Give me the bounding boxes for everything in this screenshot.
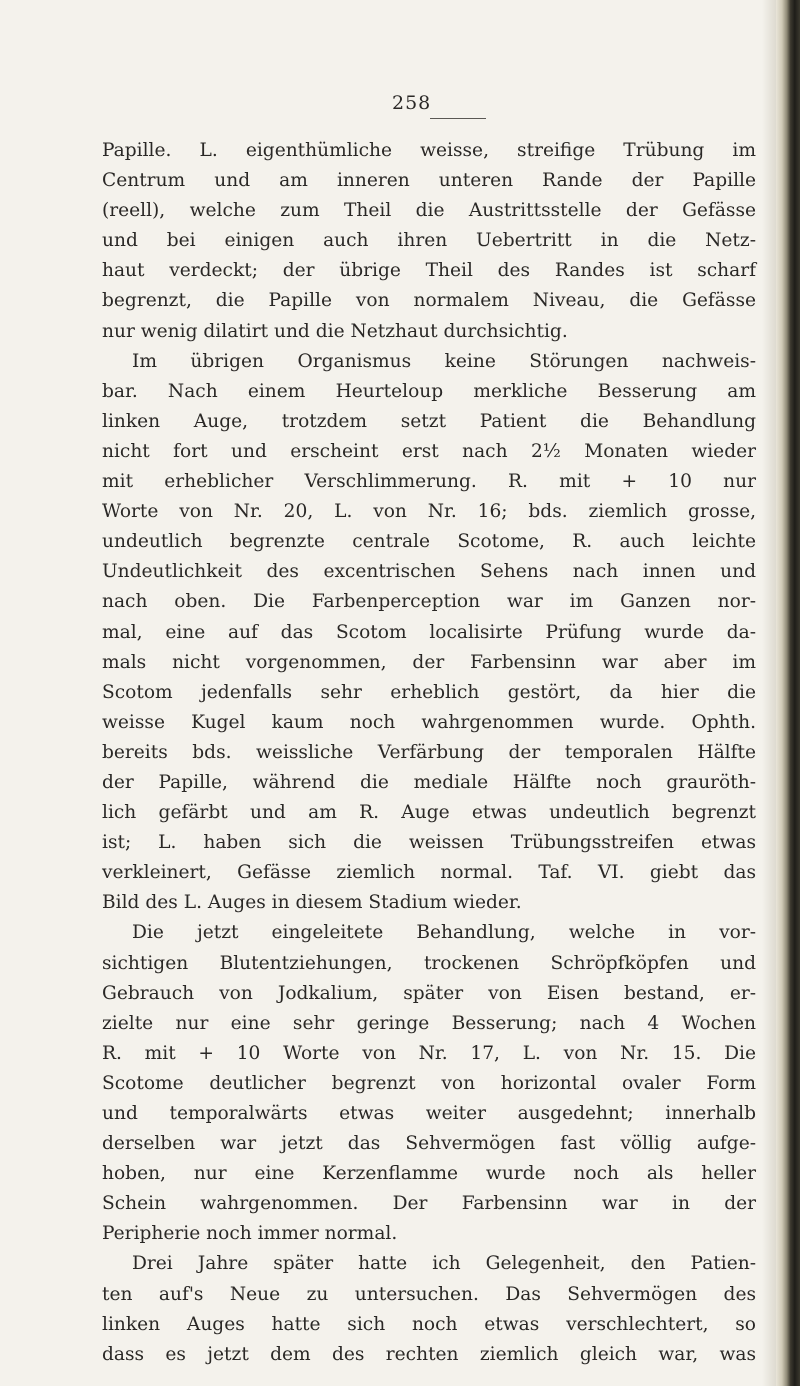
- text-line: Schein wahrgenommen. Der Farbensinn war in der: [102, 1193, 756, 1215]
- text-line: ten auf's Neue zu untersuchen. Das Sehvermögen des: [102, 1283, 756, 1305]
- text-line: Papille. L. eigenthümliche weisse, streifige Trübung im: [102, 140, 756, 161]
- text-line: Scotome deutlicher begrenzt von horizontal ovaler Form: [102, 1072, 756, 1094]
- text-line: bereits bds. weissliche Verfärbung der temporalen Hälfte: [102, 741, 756, 763]
- text-line: weisse Kugel kaum noch wahrgenommen wurde. Ophth.: [102, 711, 756, 733]
- text-line: derselben war jetzt das Sehvermögen fast völlig aufge-: [102, 1133, 756, 1155]
- book-spine-edge: [776, 0, 800, 1386]
- text-line: nur wenig dilatirt und die Netzhaut durchsichtig.: [102, 320, 568, 342]
- text-line: hoben, nur eine Kerzenflamme wurde noch als heller: [102, 1163, 756, 1185]
- text-line: (reell), welche zum Theil die Austrittsstelle der Gefässe: [102, 200, 756, 222]
- text-line: Undeutlichkeit des excentrischen Sehens nach innen und: [102, 561, 756, 583]
- text-line: Drei Jahre später hatte ich Gelegenheit, den Patien-: [132, 1253, 756, 1275]
- text-line: nicht fort und erscheint erst nach 2½ Monaten wieder: [102, 440, 756, 462]
- text-line: lich gefärbt und am R. Auge etwas undeutlich begrenzt: [102, 802, 756, 824]
- page-number: 258: [392, 92, 432, 114]
- text-line: linken Auges hatte sich noch etwas verschlechtert, so: [102, 1313, 756, 1335]
- body-text: [102, 136, 756, 1370]
- text-line: R. mit + 10 Worte von Nr. 17, L. von Nr. 15. Die: [102, 1042, 756, 1064]
- text-line: der Papille, während die mediale Hälfte noch grauröth-: [102, 771, 756, 793]
- text-line: und temporalwärts etwas weiter ausgedehnt; innerhalb: [102, 1103, 756, 1124]
- text-line: Centrum und am inneren unteren Rande der Papille: [102, 170, 756, 192]
- text-line: verkleinert, Gefässe ziemlich normal. Taf. VI. giebt das: [102, 862, 756, 884]
- text-line: Die jetzt eingeleitete Behandlung, welche in vor-: [132, 922, 756, 944]
- text-line: nach oben. Die Farbenperception war im Ganzen nor-: [102, 591, 756, 613]
- text-line: Worte von Nr. 20, L. von Nr. 16; bds. ziemlich grosse,: [102, 501, 756, 523]
- text-line: sichtigen Blutentziehungen, trockenen Schröpfköpfen und: [102, 952, 756, 974]
- text-line: Scotom jedenfalls sehr erheblich gestört, da hier die: [102, 681, 756, 703]
- text-line: Im übrigen Organismus keine Störungen nachweis-: [132, 350, 756, 372]
- text-line: begrenzt, die Papille von normalem Niveau, die Gefässe: [102, 290, 756, 312]
- text-line: Gebrauch von Jodkalium, später von Eisen bestand, er-: [102, 982, 756, 1004]
- text-line: mal, eine auf das Scotom localisirte Prüfung wurde da-: [102, 621, 756, 643]
- page-gutter-shadow: [762, 0, 776, 1386]
- text-line: ist; L. haben sich die weissen Trübungsstreifen etwas: [102, 832, 756, 854]
- text-line: mals nicht vorgenommen, der Farbensinn war aber im: [102, 651, 756, 673]
- text-line: linken Auge, trotzdem setzt Patient die Behandlung: [102, 410, 756, 432]
- text-line: haut verdeckt; der übrige Theil des Randes ist scharf: [102, 260, 756, 282]
- text-line: dass es jetzt dem des rechten ziemlich gleich war, was: [102, 1343, 756, 1365]
- text-line: bar. Nach einem Heurteloup merkliche Besserung am: [102, 380, 756, 402]
- text-line: mit erheblicher Verschlimmerung. R. mit + 10 nur: [102, 471, 756, 493]
- page-number-underline: [430, 118, 486, 119]
- text-line: undeutlich begrenzte centrale Scotome, R. auch leichte: [102, 531, 756, 553]
- text-line: zielte nur eine sehr geringe Besserung; nach 4 Wochen: [102, 1012, 756, 1034]
- text-line: Bild des L. Auges in diesem Stadium wieder.: [102, 892, 522, 914]
- text-line: Peripherie noch immer normal.: [102, 1223, 398, 1245]
- text-line: und bei einigen auch ihren Uebertritt in die Netz-: [102, 230, 756, 252]
